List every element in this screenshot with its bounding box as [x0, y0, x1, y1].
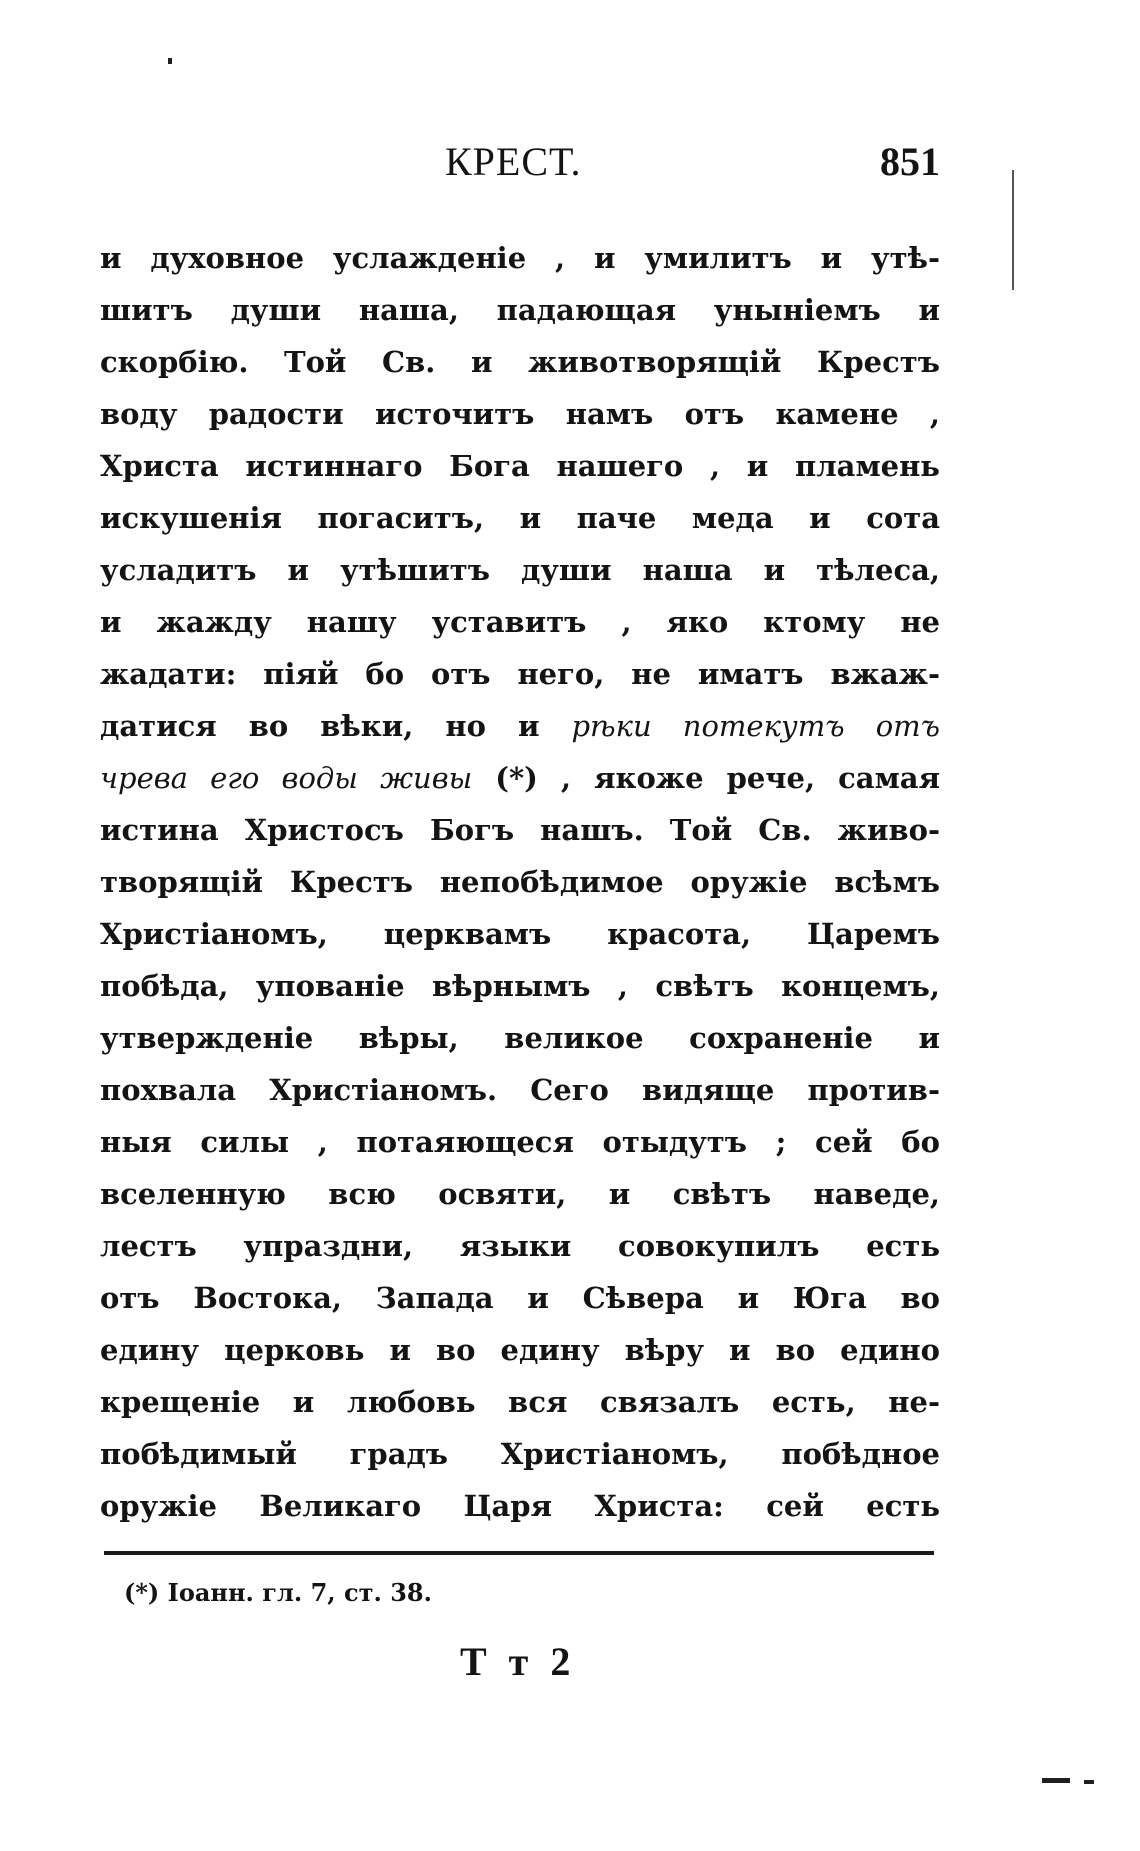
line-text: и духовное услажденіе , и умилитъ и утѣ- [100, 241, 940, 275]
scripture-quote: чрева его воды живы [100, 761, 473, 795]
text-line [100, 908, 940, 960]
line-text: утвержденіе вѣры, великое сохраненіе и [100, 1021, 940, 1055]
text-line [100, 804, 940, 856]
scan-edge-mark [1012, 170, 1014, 290]
line-text: Христа истиннаго Бога нашего , и пламень [100, 449, 940, 483]
scan-edge-mark [1042, 1778, 1070, 1783]
text-line [100, 336, 940, 388]
text-line [100, 960, 940, 1012]
line-text: похвала Христіаномъ. Сего видяще против- [100, 1073, 940, 1107]
line-text: усладитъ и утѣшитъ души наша и тѣлеса, [100, 553, 940, 587]
line-text: Христіаномъ, церквамъ красота, Царемъ [100, 917, 940, 951]
page-number: 851 [880, 139, 940, 184]
line-text: побѣдимый градъ Христіаномъ, побѣдное [100, 1437, 940, 1471]
text-line [100, 1324, 940, 1376]
text-line [100, 1376, 940, 1428]
text-line [100, 388, 940, 440]
line-text: ныя силы , потаяющеся отыдутъ ; сей бо [100, 1125, 940, 1159]
line-text: лестъ упраздни, языки совокупилъ есть [100, 1229, 940, 1263]
text-line [100, 1168, 940, 1220]
text-line [100, 544, 940, 596]
text-line [100, 232, 940, 284]
running-title: КРЕСТ. [445, 139, 582, 184]
text-line [100, 1220, 940, 1272]
text-line [100, 1480, 940, 1532]
line-text: едину церковь и во едину вѣру и во едино [100, 1333, 940, 1367]
scan-edge-mark [1084, 1780, 1094, 1784]
line-text: воду радости источитъ намъ отъ камене , [100, 397, 940, 431]
line-text: отъ Востока, Запада и Сѣвера и Юга во [100, 1281, 940, 1315]
footnote: (*) Іоанн. гл. 7, ст. 38. [124, 1578, 432, 1607]
scan-speck [168, 58, 172, 64]
line-text: жадати: піяй бо отъ него, не иматъ вжаж- [100, 657, 940, 691]
text-line [100, 492, 940, 544]
line-text: и жажду нашу уставитъ , яко ктому не [100, 605, 940, 639]
footnote-rule [104, 1551, 934, 1555]
text-line [100, 1428, 940, 1480]
text-line [100, 440, 940, 492]
signature-mark: Т т 2 [460, 1639, 577, 1684]
line-text: вселенную всю освяти, и свѣтъ наведе, [100, 1177, 940, 1211]
line-text: шитъ души наша, падающая уныніемъ и [100, 293, 940, 327]
body-text [100, 232, 940, 1532]
scripture-quote: рѣки потекутъ отъ [571, 709, 940, 743]
running-head [100, 138, 940, 188]
text-line [100, 856, 940, 908]
text-line [100, 648, 940, 700]
line-text: побѣда, упованіе вѣрнымъ , свѣтъ концемъ, [100, 969, 940, 1003]
line-text: (*) , якоже рече, самая [495, 761, 940, 795]
text-line [100, 596, 940, 648]
text-line [100, 284, 940, 336]
text-line [100, 1012, 940, 1064]
line-text: творящій Крестъ непобѣдимое оружіе всѣмъ [100, 865, 940, 899]
line-text: искушенія погаситъ, и паче меда и сота [100, 501, 940, 535]
line-text: датися во вѣки, но и [100, 709, 540, 743]
text-line [100, 1116, 940, 1168]
line-text: скорбію. Той Св. и животворящій Крестъ [100, 345, 940, 379]
line-text: истина Христосъ Богъ нашъ. Той Св. живо- [100, 813, 940, 847]
text-line [100, 752, 940, 804]
text-line [100, 1064, 940, 1116]
text-line [100, 1272, 940, 1324]
line-text: крещеніе и любовь вся связалъ есть, не- [100, 1385, 940, 1419]
text-line [100, 700, 940, 752]
line-text: оружіе Великаго Царя Христа: сей есть [100, 1489, 940, 1523]
